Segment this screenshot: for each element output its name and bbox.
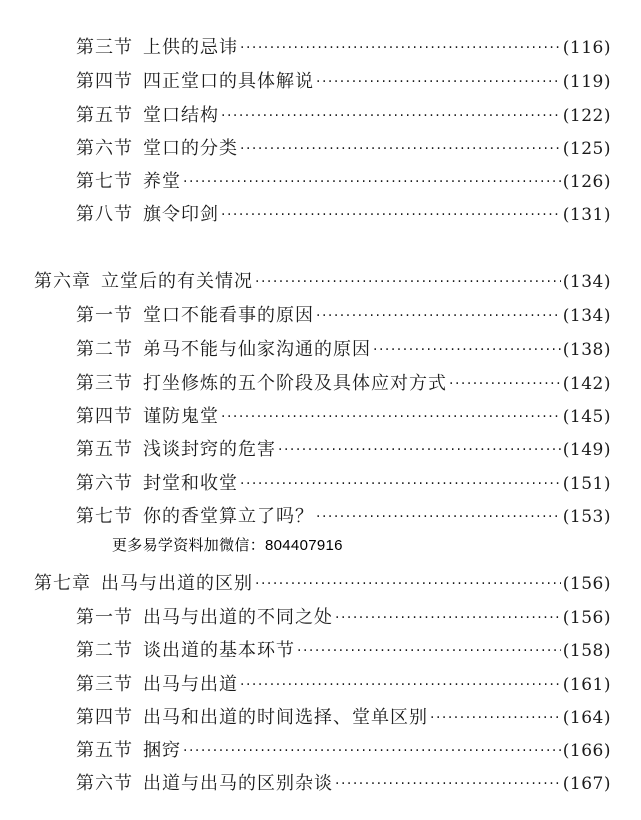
page-number: (122) [562,106,611,126]
watermark-text: 更多易学资料加微信：804407916 [112,537,343,554]
section-number: 第六节 [76,473,133,494]
chapter-title: 出马与出道的区别 [101,573,253,594]
toc-chapter-entry [34,568,611,600]
leader-dots [278,434,561,466]
leader-dots [335,768,561,800]
section-title: 谈出道的基本环节 [143,640,295,661]
page-number: (164) [562,708,611,728]
toc-entry [76,300,611,332]
section-number: 第四节 [76,71,133,92]
leader-dots [297,635,561,667]
toc-entry [76,434,611,466]
leader-dots [240,32,561,64]
section-number: 第六节 [76,773,133,794]
section-title: 出马和出道的时间选择、堂单区别 [143,707,428,728]
section-number: 第三节 [76,37,133,58]
toc-entry [76,66,611,98]
section-number: 第一节 [76,305,133,326]
leader-dots [240,468,561,500]
leader-dots [255,568,561,600]
leader-dots [221,100,561,132]
page-number: (166) [562,741,611,761]
leader-dots [240,133,561,165]
section-number: 第五节 [76,439,133,460]
section-title: 封堂和收堂 [143,473,238,494]
leader-dots [240,669,561,701]
leader-dots [255,266,561,298]
section-title: 旗令印剑 [143,204,219,225]
toc-entry [76,199,611,231]
toc-entry [76,166,611,198]
toc-entry [76,32,611,64]
toc-entry [76,401,611,433]
toc-chapter-entry [34,266,611,298]
section-title: 出马与出道的不同之处 [143,607,333,628]
toc-entry [76,501,611,533]
toc-entry [76,602,611,634]
page-number: (153) [562,507,611,527]
page-number: (138) [562,340,611,360]
toc-entry [76,468,611,500]
page-number: (116) [562,38,611,58]
section-number: 第三节 [76,674,133,695]
page-number: (145) [562,407,611,427]
section-number: 第八节 [76,204,133,225]
toc-entry [76,334,611,366]
section-title: 打坐修炼的五个阶段及具体应对方式 [143,373,447,394]
section-title: 谨防鬼堂 [143,406,219,427]
leader-dots [183,166,561,198]
section-title: 出马与出道 [143,674,238,695]
leader-dots [449,368,561,400]
section-title: 堂口的分类 [143,138,238,159]
leader-dots [221,199,561,231]
leader-dots [373,334,561,366]
section-number: 第三节 [76,373,133,394]
toc-entry [76,635,611,667]
toc-entry [76,368,611,400]
chapter-number: 第六章 [34,271,91,292]
section-number: 第四节 [76,406,133,427]
leader-dots [221,401,561,433]
page-number: (134) [562,306,611,326]
page-number: (151) [562,474,611,494]
toc-entry [76,702,611,734]
section-number: 第五节 [76,740,133,761]
section-title: 捆窍 [143,740,181,761]
section-number: 第六节 [76,138,133,159]
page-number: (142) [562,374,611,394]
section-title: 堂口不能看事的原因 [143,305,314,326]
page-number: (156) [562,608,611,628]
section-number: 第五节 [76,105,133,126]
page-number: (125) [562,139,611,159]
section-title: 堂口结构 [143,105,219,126]
page-number: (161) [562,675,611,695]
page-number: (126) [562,172,611,192]
section-number: 第四节 [76,707,133,728]
page-number: (134) [562,272,611,292]
section-title: 四正堂口的具体解说 [143,71,314,92]
page-number: (158) [562,641,611,661]
page-number: (131) [562,205,611,225]
leader-dots [183,735,561,767]
section-number: 第二节 [76,339,133,360]
leader-dots [335,602,561,634]
page-number: (156) [562,574,611,594]
section-title: 出道与出马的区别杂谈 [143,773,333,794]
page-number: (149) [562,440,611,460]
leader-dots [316,66,561,98]
page-number: (119) [562,72,611,92]
toc-entry [76,100,611,132]
section-title: 上供的忌讳 [143,37,238,58]
toc-entry [76,133,611,165]
chapter-title: 立堂后的有关情况 [101,271,253,292]
toc-entry [76,669,611,701]
section-number: 第一节 [76,607,133,628]
leader-dots [316,300,561,332]
section-number: 第七节 [76,506,133,527]
section-title: 你的香堂算立了吗？ [143,506,314,527]
leader-dots [430,702,561,734]
section-title: 弟马不能与仙家沟通的原因 [143,339,371,360]
page-number: (167) [562,774,611,794]
section-number: 第七节 [76,171,133,192]
section-number: 第二节 [76,640,133,661]
chapter-number: 第七章 [34,573,91,594]
section-title: 浅谈封窍的危害 [143,439,276,460]
toc-entry [76,768,611,800]
section-title: 养堂 [143,171,181,192]
toc-entry [76,735,611,767]
leader-dots [316,501,561,533]
